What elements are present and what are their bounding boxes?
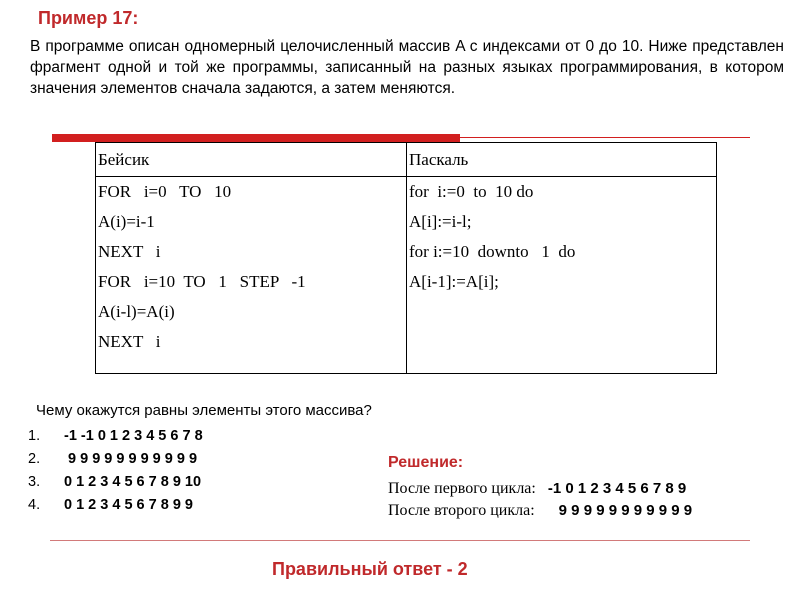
basic-line: A(i)=i-1 (98, 212, 155, 231)
code-table-header (96, 143, 717, 177)
option-number: 3. (28, 474, 41, 490)
solution-first-cycle (388, 480, 686, 498)
code-table (95, 142, 717, 374)
basic-line: NEXT i (98, 242, 161, 261)
basic-line: NEXT i (98, 332, 161, 351)
second-cycle-label: После второго цикла: (388, 502, 535, 519)
option-text: 0 1 2 3 4 5 6 7 8 9 10 (64, 474, 202, 490)
solution-second-cycle (388, 502, 692, 520)
option-1 (28, 425, 203, 448)
pascal-line: for i:=0 to 10 do (409, 182, 534, 201)
code-table-body (96, 177, 717, 374)
option-text: 0 1 2 3 4 5 6 7 8 9 9 (64, 497, 193, 513)
question-text: Чему окажутся равны элементы этого массива? (36, 402, 372, 419)
basic-line: A(i-l)=A(i) (98, 302, 175, 321)
basic-code-cell (96, 177, 407, 374)
pascal-code-cell (407, 177, 717, 374)
header-basic: Бейсик (96, 143, 407, 177)
pascal-line: A[i-1]:=A[i]; (409, 272, 499, 291)
option-text: -1 -1 0 1 2 3 4 5 6 7 8 (64, 428, 203, 444)
option-text: 9 9 9 9 9 9 9 9 9 9 9 (64, 451, 198, 467)
first-cycle-value: -1 0 1 2 3 4 5 6 7 8 9 (547, 480, 687, 497)
basic-line: FOR i=0 TO 10 (98, 182, 232, 201)
solution-title: Решение: (388, 454, 464, 471)
option-2 (28, 448, 203, 471)
top-divider (52, 134, 750, 142)
option-4 (28, 494, 203, 517)
answer-options (28, 425, 203, 517)
problem-statement: В программе описан одномерный целочисленный массив A с индексами от 0 до 10. Ниже представлен фрагмент одной и той же программы, записанный на разных языках программирования, в котором значения элементов сначала задаются, а затем меняются. (30, 38, 784, 97)
option-3 (28, 471, 203, 494)
first-cycle-label: После первого цикла: (388, 480, 536, 497)
option-number: 4. (28, 497, 41, 513)
option-number: 2. (28, 451, 41, 467)
example-title: Пример 17: (38, 8, 139, 28)
basic-line: FOR i=10 TO 1 STEP -1 (98, 272, 306, 291)
header-pascal: Паскаль (407, 143, 717, 177)
correct-answer: Правильный ответ - 2 (272, 559, 468, 579)
pascal-line: A[i]:=i-l; (409, 212, 472, 231)
bottom-divider (50, 540, 750, 541)
pascal-line: for i:=10 downto 1 do (409, 242, 576, 261)
option-number: 1. (28, 428, 41, 444)
second-cycle-value: 9 9 9 9 9 9 9 9 9 9 9 (558, 502, 693, 519)
